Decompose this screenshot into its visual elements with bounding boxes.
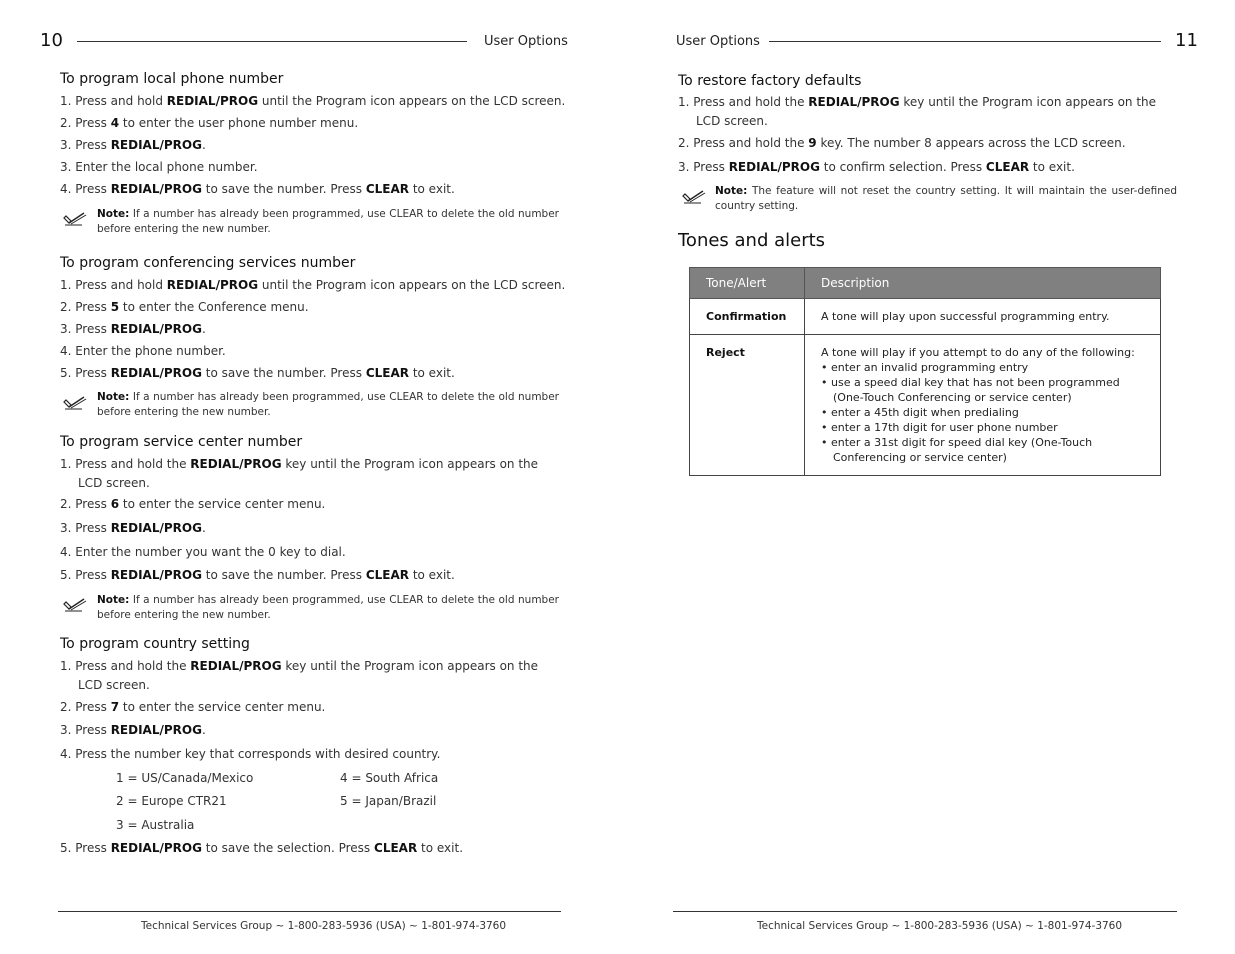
list-item: • use a speed dial key that has not been programmed (One-Touch Conferencing or service center) bbox=[821, 375, 1144, 405]
running-head: User Options bbox=[484, 34, 568, 49]
key-name: REDIAL/PROG bbox=[110, 182, 202, 196]
step-text: Press bbox=[75, 116, 111, 130]
key-name: REDIAL/PROG bbox=[110, 322, 202, 336]
key-name: CLEAR bbox=[365, 366, 409, 380]
step-text: Press bbox=[75, 521, 111, 535]
step-item bbox=[60, 519, 558, 538]
step-text: . bbox=[201, 723, 206, 737]
step-text: to exit. bbox=[409, 182, 455, 196]
step-text: Enter the number you want the 0 key to dial. bbox=[75, 545, 346, 559]
step-text: Press and hold the bbox=[693, 136, 809, 150]
note-pencil-icon bbox=[62, 209, 88, 227]
page-number: 11 bbox=[1175, 30, 1198, 51]
key-name: REDIAL/PROG bbox=[110, 723, 202, 737]
step-text: to enter the user phone number menu. bbox=[119, 116, 359, 130]
key-name: 5 bbox=[110, 300, 120, 314]
tone-description-text: A tone will play upon successful programming entry. bbox=[821, 310, 1110, 323]
key-name: 7 bbox=[110, 700, 120, 714]
step-item bbox=[60, 92, 578, 111]
note-pencil-icon bbox=[62, 595, 88, 613]
tones-table bbox=[689, 267, 1161, 476]
table-row bbox=[690, 299, 1161, 335]
step-item bbox=[60, 320, 578, 339]
step-text: to exit. bbox=[1029, 160, 1075, 174]
step-text: Press bbox=[75, 841, 111, 855]
note bbox=[97, 390, 559, 420]
step-item bbox=[60, 364, 578, 383]
note bbox=[715, 184, 1177, 214]
header-rule bbox=[77, 41, 467, 42]
key-name: REDIAL/PROG bbox=[110, 568, 202, 582]
key-name: REDIAL/PROG bbox=[808, 95, 900, 109]
note-pencil-icon bbox=[681, 187, 707, 205]
section-title: To program service center number bbox=[60, 434, 303, 450]
step-number: 3. bbox=[60, 723, 72, 737]
step-text: Press bbox=[75, 138, 111, 152]
step-text: Press and hold bbox=[75, 278, 167, 292]
key-name: CLEAR bbox=[365, 182, 409, 196]
note-label: Note: bbox=[715, 185, 748, 197]
step-text: Press and hold the bbox=[75, 457, 191, 471]
step-text: to enter the service center menu. bbox=[119, 497, 326, 511]
list-item: • enter a 17th digit for user phone number bbox=[821, 420, 1144, 435]
step-number: 2. bbox=[678, 136, 690, 150]
step-text: to save the number. Press bbox=[201, 366, 366, 380]
step-number: 4. bbox=[60, 344, 72, 358]
step-number: 1. bbox=[60, 457, 72, 471]
step-text: Press and hold bbox=[75, 94, 167, 108]
step-text: . bbox=[201, 138, 206, 152]
key-name: 9 bbox=[808, 136, 817, 150]
step-text: Press bbox=[75, 322, 111, 336]
step-item bbox=[60, 180, 578, 199]
step-text: Press bbox=[75, 568, 111, 582]
step-text: Press bbox=[75, 723, 111, 737]
note-text: If a number has already been programmed, use CLEAR to delete the old number before entering the new number. bbox=[97, 594, 559, 621]
footer-text: Technical Services Group ~ 1-800-283-5936 (USA) ~ 1-801-974-3760 bbox=[757, 920, 1123, 932]
step-item bbox=[60, 745, 558, 764]
list-item: • enter a 45th digit when predialing bbox=[821, 405, 1144, 420]
step-item bbox=[60, 566, 558, 585]
key-name: REDIAL/PROG bbox=[190, 659, 282, 673]
tone-description-text: A tone will play if you attempt to do any of the following: bbox=[821, 346, 1135, 359]
step-item bbox=[60, 543, 558, 562]
section-title: To program conferencing services number bbox=[60, 255, 356, 271]
step-item bbox=[678, 158, 1176, 177]
step-text: to exit. bbox=[409, 568, 455, 582]
tone-name: Confirmation bbox=[690, 299, 805, 335]
country-option: 4 = South Africa bbox=[340, 771, 439, 785]
list-item: • enter an invalid programming entry bbox=[821, 360, 1144, 375]
column-header: Tone/Alert bbox=[690, 268, 805, 299]
step-number: 5. bbox=[60, 568, 72, 582]
step-text: Press bbox=[75, 300, 111, 314]
step-number: 2. bbox=[60, 700, 72, 714]
step-number: 5. bbox=[60, 366, 72, 380]
note bbox=[97, 207, 559, 237]
step-item bbox=[678, 134, 1176, 153]
note-pencil-icon bbox=[62, 393, 88, 411]
step-text: to save the selection. Press bbox=[201, 841, 375, 855]
step-number: 1. bbox=[678, 95, 690, 109]
step-number: 1. bbox=[60, 659, 72, 673]
note-label: Note: bbox=[97, 208, 130, 220]
list-item: • enter a 31st digit for speed dial key (One-Touch Conferencing or service center) bbox=[821, 435, 1144, 465]
note-text: If a number has already been programmed, use CLEAR to delete the old number before entering the new number. bbox=[97, 208, 559, 235]
step-text: key until the Program icon appears on the LCD screen. bbox=[696, 95, 1157, 128]
running-head: User Options bbox=[676, 34, 760, 49]
column-header: Description bbox=[805, 268, 1161, 299]
step-number: 3. bbox=[60, 521, 72, 535]
note-label: Note: bbox=[97, 594, 130, 606]
step-text: Press bbox=[75, 700, 111, 714]
step-item bbox=[678, 93, 1176, 131]
tone-name: Reject bbox=[690, 335, 805, 476]
step-item bbox=[60, 721, 558, 740]
section-heading: Tones and alerts bbox=[678, 230, 826, 251]
country-option: 5 = Japan/Brazil bbox=[340, 794, 437, 808]
step-text: to exit. bbox=[409, 366, 455, 380]
step-item bbox=[60, 114, 578, 133]
step-text: Press bbox=[75, 182, 111, 196]
step-text: until the Program icon appears on the LCD screen. bbox=[258, 278, 566, 292]
key-name: REDIAL/PROG bbox=[190, 457, 282, 471]
step-number: 4. bbox=[60, 545, 72, 559]
key-name: REDIAL/PROG bbox=[166, 94, 259, 108]
key-name: 6 bbox=[110, 497, 120, 511]
step-number: 1. bbox=[60, 94, 72, 108]
step-text: to enter the Conference menu. bbox=[119, 300, 309, 314]
step-text: . bbox=[201, 322, 206, 336]
step-text: until the Program icon appears on the LCD screen. bbox=[258, 94, 566, 108]
footer-rule bbox=[58, 911, 561, 912]
page-number: 10 bbox=[40, 30, 63, 51]
step-number: 2. bbox=[60, 497, 72, 511]
step-text: to save the number. Press bbox=[201, 182, 366, 196]
step-item bbox=[60, 657, 558, 695]
note-label: Note: bbox=[97, 391, 130, 403]
footer-rule bbox=[673, 911, 1177, 912]
step-number: 4. bbox=[60, 747, 72, 761]
step-item bbox=[60, 158, 578, 177]
key-name: REDIAL/PROG bbox=[110, 366, 202, 380]
step-number: 5. bbox=[60, 841, 72, 855]
step-text: Press and hold the bbox=[75, 659, 191, 673]
step-text: Press bbox=[75, 497, 111, 511]
step-text: to exit. bbox=[417, 841, 464, 855]
step-text: to save the number. Press bbox=[201, 568, 366, 582]
step-number: 2. bbox=[60, 300, 72, 314]
step-item bbox=[60, 342, 578, 361]
step-text: to enter the service center menu. bbox=[119, 700, 326, 714]
tone-description bbox=[805, 299, 1161, 335]
country-option: 2 = Europe CTR21 bbox=[116, 794, 227, 808]
table-header-row bbox=[690, 268, 1161, 299]
key-name: REDIAL/PROG bbox=[728, 160, 820, 174]
key-name: REDIAL/PROG bbox=[110, 841, 202, 855]
note bbox=[97, 593, 559, 623]
step-number: 3. bbox=[60, 138, 72, 152]
step-text: . bbox=[201, 521, 206, 535]
step-item bbox=[60, 276, 578, 295]
country-option: 1 = US/Canada/Mexico bbox=[116, 771, 254, 785]
step-number: 3. bbox=[678, 160, 690, 174]
step-item bbox=[60, 698, 558, 717]
key-name: REDIAL/PROG bbox=[110, 138, 202, 152]
key-name: REDIAL/PROG bbox=[110, 521, 202, 535]
step-text: key until the Program icon appears on the LCD screen. bbox=[78, 659, 539, 692]
section-title: To program country setting bbox=[60, 636, 250, 652]
step-text: Press bbox=[693, 160, 729, 174]
step-text: Enter the local phone number. bbox=[75, 160, 258, 174]
step-text: to confirm selection. Press bbox=[819, 160, 986, 174]
key-name: CLEAR bbox=[985, 160, 1030, 174]
key-name: REDIAL/PROG bbox=[166, 278, 259, 292]
step-text: Press and hold the bbox=[693, 95, 809, 109]
note-text: The feature will not reset the country setting. It will maintain the user-defined country setting. bbox=[715, 185, 1177, 212]
step-item bbox=[60, 495, 558, 514]
key-name: 4 bbox=[110, 116, 120, 130]
step-number: 3. bbox=[60, 322, 72, 336]
table-row bbox=[690, 335, 1161, 476]
step-number: 2. bbox=[60, 116, 72, 130]
step-item bbox=[60, 455, 558, 493]
step-text: key until the Program icon appears on the LCD screen. bbox=[78, 457, 539, 490]
step-text: key. The number 8 appears across the LCD screen. bbox=[816, 136, 1126, 150]
footer-text: Technical Services Group ~ 1-800-283-5936 (USA) ~ 1-801-974-3760 bbox=[141, 920, 507, 932]
country-option: 3 = Australia bbox=[116, 818, 195, 832]
header-rule bbox=[769, 41, 1161, 42]
note-text: If a number has already been programmed, use CLEAR to delete the old number before entering the new number. bbox=[97, 391, 559, 418]
key-name: CLEAR bbox=[365, 568, 409, 582]
step-number: 1. bbox=[60, 278, 72, 292]
step-item bbox=[60, 136, 578, 155]
section-title: To restore factory defaults bbox=[678, 73, 862, 89]
step-item bbox=[60, 298, 578, 317]
condition-list bbox=[821, 360, 1144, 465]
step-text: Enter the phone number. bbox=[75, 344, 226, 358]
tone-description bbox=[805, 335, 1161, 476]
step-number: 3. bbox=[60, 160, 72, 174]
step-text: Press the number key that corresponds with desired country. bbox=[75, 747, 441, 761]
step-item bbox=[60, 839, 558, 858]
key-name: CLEAR bbox=[374, 841, 418, 855]
step-number: 4. bbox=[60, 182, 72, 196]
section-title: To program local phone number bbox=[60, 71, 284, 87]
step-text: Press bbox=[75, 366, 111, 380]
